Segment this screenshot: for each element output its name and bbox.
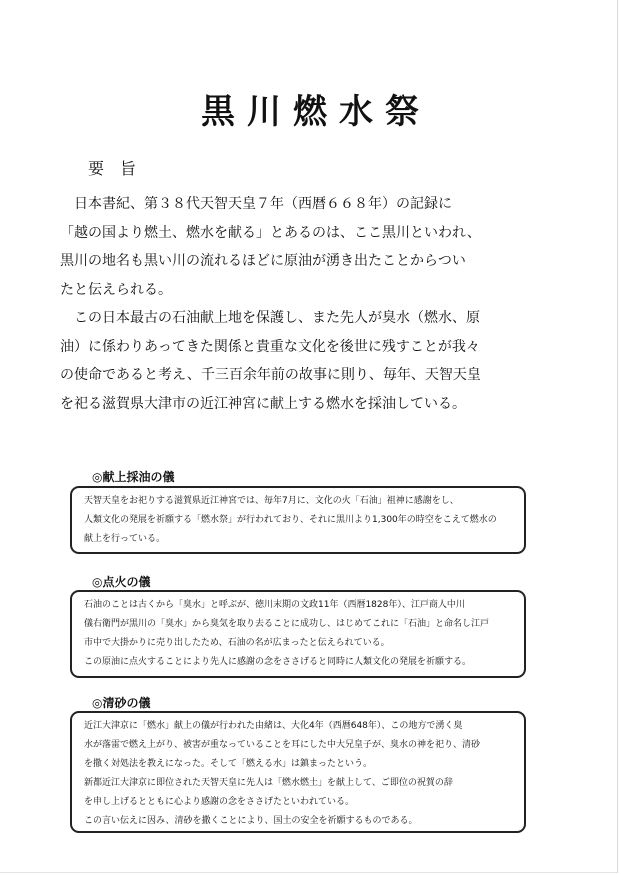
summary-line: 日本書紀、第３８代天智天皇７年（西暦６６８年）の記録に bbox=[60, 196, 452, 212]
summary-line: を祀る滋賀県大津市の近江神宮に献上する燃水を採油している。 bbox=[60, 395, 466, 412]
section-heading-tenka: ◎点火の儀 bbox=[92, 575, 151, 589]
document-title: 黒川燃水祭 bbox=[201, 92, 431, 132]
section-line: 石油のことは古くから「臭水」と呼ぶが、徳川末期の文政11年（西暦1828年）、江戸商人中川 bbox=[84, 600, 465, 610]
summary-line: この日本最古の石油献上地を保護し、また先人が臭水（燃水、原 bbox=[60, 310, 480, 326]
summary-line: 黒川の地名も黒い川の流れるほどに原油が湧き出たことからつい bbox=[60, 253, 466, 269]
summary-heading: 要旨 bbox=[88, 159, 153, 178]
section-line: を撒く対処法を教えになった。そして「燃える水」は鎮まったという。 bbox=[84, 759, 373, 769]
summary-line: 油）に係わりあってきた関係と貴重な文化を後世に残すことが我々 bbox=[60, 338, 480, 355]
section-line: この言い伝えに因み、清砂を撒くことにより、国土の安全を祈願するものである。 bbox=[84, 816, 418, 826]
summary-line: たと伝えられる。 bbox=[60, 281, 172, 298]
section-box-kenjo bbox=[70, 486, 526, 554]
section-box-seisha bbox=[70, 711, 526, 833]
section-line: この原油に点火することにより先人に感謝の念をささげると同時に人類文化の発展を祈願する。 bbox=[84, 657, 472, 667]
section-heading-kenjo: ◎献上採油の儀 bbox=[92, 470, 175, 484]
section-line: を申し上げるとともに心より感謝の念をささげたといわれている。 bbox=[84, 797, 355, 807]
summary-line: 「越の国より燃土、燃水を献る」とあるのは、ここ黒川といわれ、 bbox=[60, 224, 481, 241]
section-box-tenka bbox=[70, 590, 526, 678]
section-line: 新都近江大津京に即位された天智天皇に先人は「燃水燃土」を献上して、ご即位の祝賀の辞 bbox=[84, 778, 453, 788]
section-line: 近江大津京に「燃水」献上の儀が行われた由緒は、大化4年（西暦648年）、この地方で湧く臭 bbox=[84, 721, 463, 731]
section-line: 市中で大掛かりに売り出したため、石油の名が広まったと伝えられている。 bbox=[84, 638, 390, 648]
summary-line: の使命であると考え、千三百余年前の故事に則り、毎年、天智天皇 bbox=[60, 367, 481, 383]
section-line: 儀右衛門が黒川の「臭水」から臭気を取り去ることに成功し、はじめてこれに「石油」と命名し江戸 bbox=[84, 619, 490, 629]
section-heading-seisha: ◎清砂の儀 bbox=[92, 696, 151, 710]
summary-text bbox=[60, 190, 522, 418]
section-line: 天智天皇をお祀りする滋賀県近江神宮では、毎年7月に、文化の火「石油」祖神に感謝をし、 bbox=[84, 496, 459, 506]
section-line: 献上を行っている。 bbox=[84, 534, 166, 544]
section-line: 水が落雷で燃え上がり、被害が重なっていることを耳にした中大兄皇子が、臭水の神を祀り、清砂 bbox=[84, 740, 481, 750]
section-line: 人類文化の発展を祈願する「燃水祭」が行われており、それに黒川より1,300年の時空をこえて燃水の bbox=[84, 515, 497, 525]
